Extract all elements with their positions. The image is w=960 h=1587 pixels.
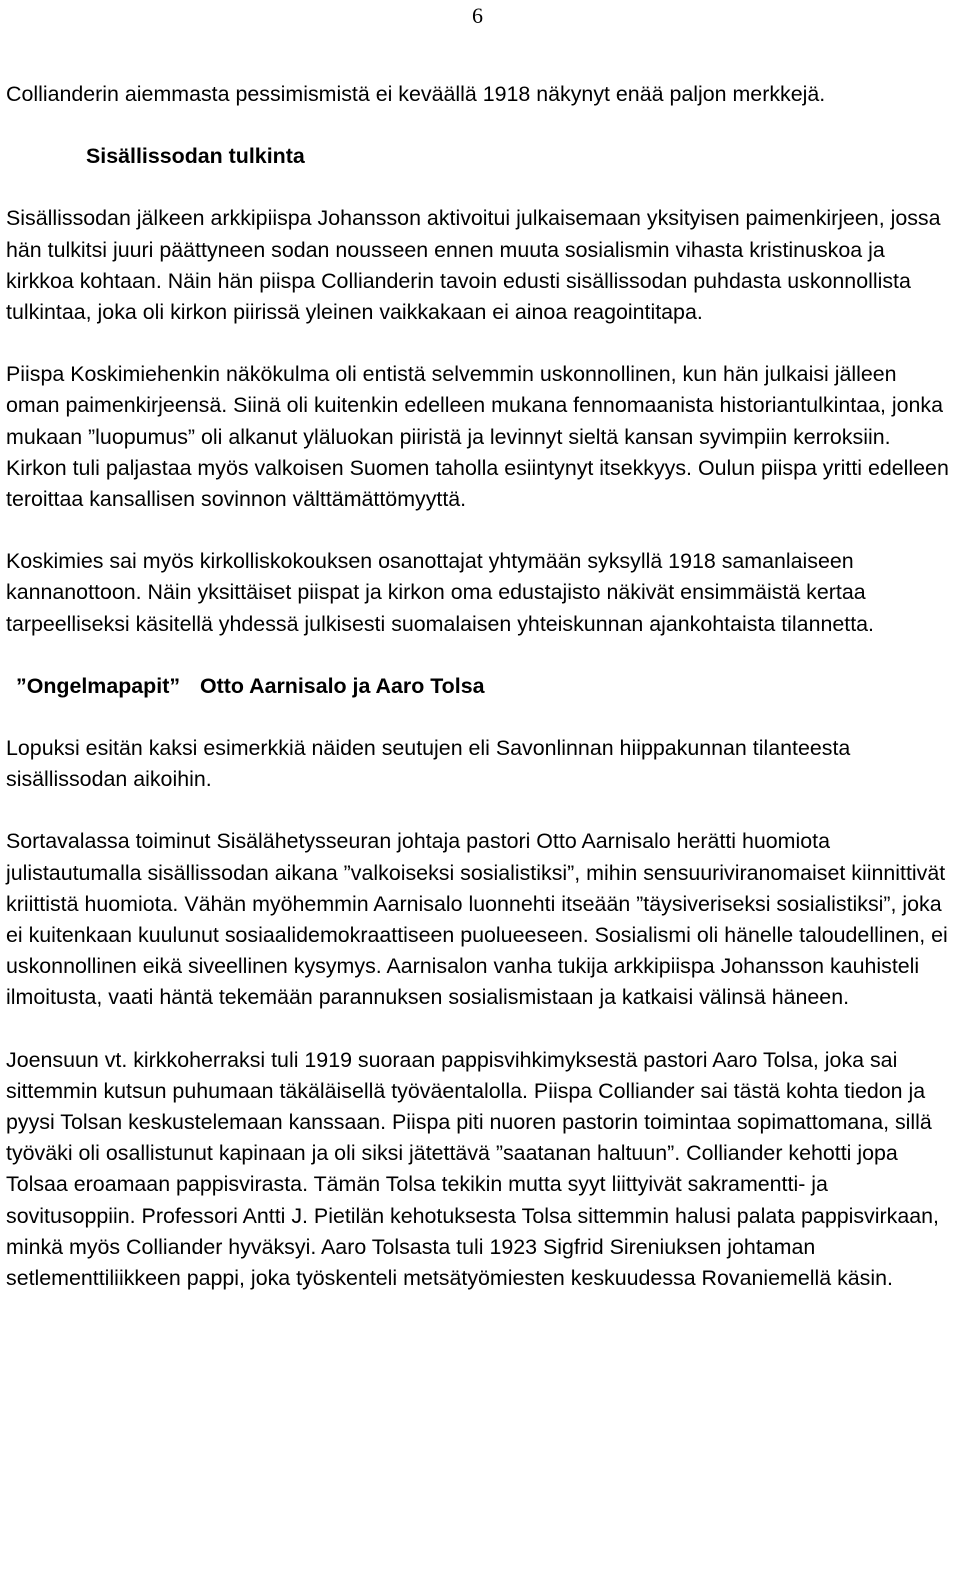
intro-paragraph: Collianderin aiemmasta pessimismistä ei keväällä 1918 näkynyt enää paljon merkkejä. <box>6 82 826 106</box>
paragraph-lopuksi: Lopuksi esitän kaksi esimerkkiä näiden seutujen eli Savonlinnan hiippakunnan tilanteesta sisällissodan aikoihin. <box>6 736 851 792</box>
section-heading-ongelmapapit <box>6 671 951 702</box>
paragraph-johansson: Sisällissodan jälkeen arkkipiispa Johansson aktivoitui julkaisemaan yksityisen paimenkirjeen, jossa hän tulkitsi juuri päättyneen sodan nousseen ennen muuta sosialismin vihasta kristinuskoa ja kirkkoa kohtaan. Näin hän piispa Collianderin tavoin edusti sisällissodan puhdasta uskonnollista tulkintaa, joka oli kirkon piirissä yleinen vaikkakaan ei ainoa reagointitapa. <box>6 206 941 325</box>
paragraph-koskimies-paimenkirje: Piispa Koskimiehenkin näkökulma oli entistä selvemmin uskonnollinen, kun hän julkaisi jälleen oman paimenkirjeensä. Siinä oli kuitenkin edelleen mukana fennomaanista historiantulkintaa, jonka mukaan ”luopumus” oli alkanut yläluokan piiristä ja levinnyt sieltä kansan syvimpiin kerroksiin. Kirkon tuli paljastaa myös valkoisen Suomen taholla esiintynyt itsekkyys. Oulun piispa yritti edelleen teroittaa kansallisen sovinnon välttämättömyyttä. <box>6 362 949 512</box>
heading-names-part: Otto Aarnisalo ja Aaro Tolsa <box>200 673 485 698</box>
page-number: 6 <box>472 3 483 28</box>
paragraph-kirkolliskokous: Koskimies sai myös kirkolliskokouksen osanottajat yhtymään syksyllä 1918 samanlaiseen kannanottoon. Näin yksittäiset piispat ja kirkon oma edustajisto näkivät ensimmäistä kertaa tarpeelliseksi käsitellä yhdessä julkisesti suomalaisen yhteiskunnan ajankohtaista tilannetta. <box>6 549 874 636</box>
heading-quote-part: ”Ongelmapapit” <box>16 673 181 698</box>
paragraph-aarnisalo: Sortavalassa toiminut Sisälähetysseuran johtaja pastori Otto Aarnisalo herätti huomiota julistautumalla sisällissodan aikana ”valkoiseksi sosialistiksi”, mihin sensuuriviranomaiset kiinnittivät kriittistä huomiota. Vähän myöhemmin Aarnisalo luonnehti itseään ”täysiveriseksi sosialistiksi”, joka ei kuitenkaan kuulunut sosiaalidemokraattiseen puolueeseen. Sosialismi oli hänelle taloudellinen, ei uskonnollinen eikä siveellinen kysymys. Aarnisalon vanha tukija arkkipiispa Johansson kauhisteli ilmoitusta, vaati häntä tekemään parannuksen sosialismistaan ja katkaisi välinsä häneen. <box>6 829 948 1010</box>
paragraph-tolsa: Joensuun vt. kirkkoherraksi tuli 1919 suoraan pappisvihkimyksestä pastori Aaro Tolsa, joka sai sittemmin kutsun puhumaan täkäläisellä työväentalolla. Piispa Colliander sai tästä kohta tiedon ja pyysi Tolsan keskustelemaan kanssaan. Piispa piti nuoren pastorin toimintaa sopimattomana, sillä työväki oli osallistunut kapinaan ja oli siksi jätettävä ”saatanan haltuun”. Colliander kehotti jopa Tolsaa eroamaan pappisvirasta. Tämän Tolsa tekikin mutta syyt liittyivät sakramentti- ja sovitusoppiin. Professori Antti J. Pietilän kehotuksesta Tolsa sittemmin halusi palata pappisvirkaan, minkä myös Colliander hyväksyi. Aaro Tolsasta tuli 1923 Sigfrid Sireniuksen johtaman setlementtiliikkeen pappi, joka työskenteli metsätyömiesten keskuudessa Rovaniemellä käsin. <box>6 1047 939 1291</box>
section-heading-sisallissodan-tulkinta: Sisällissodan tulkinta <box>86 144 305 169</box>
document-body <box>6 79 951 1294</box>
